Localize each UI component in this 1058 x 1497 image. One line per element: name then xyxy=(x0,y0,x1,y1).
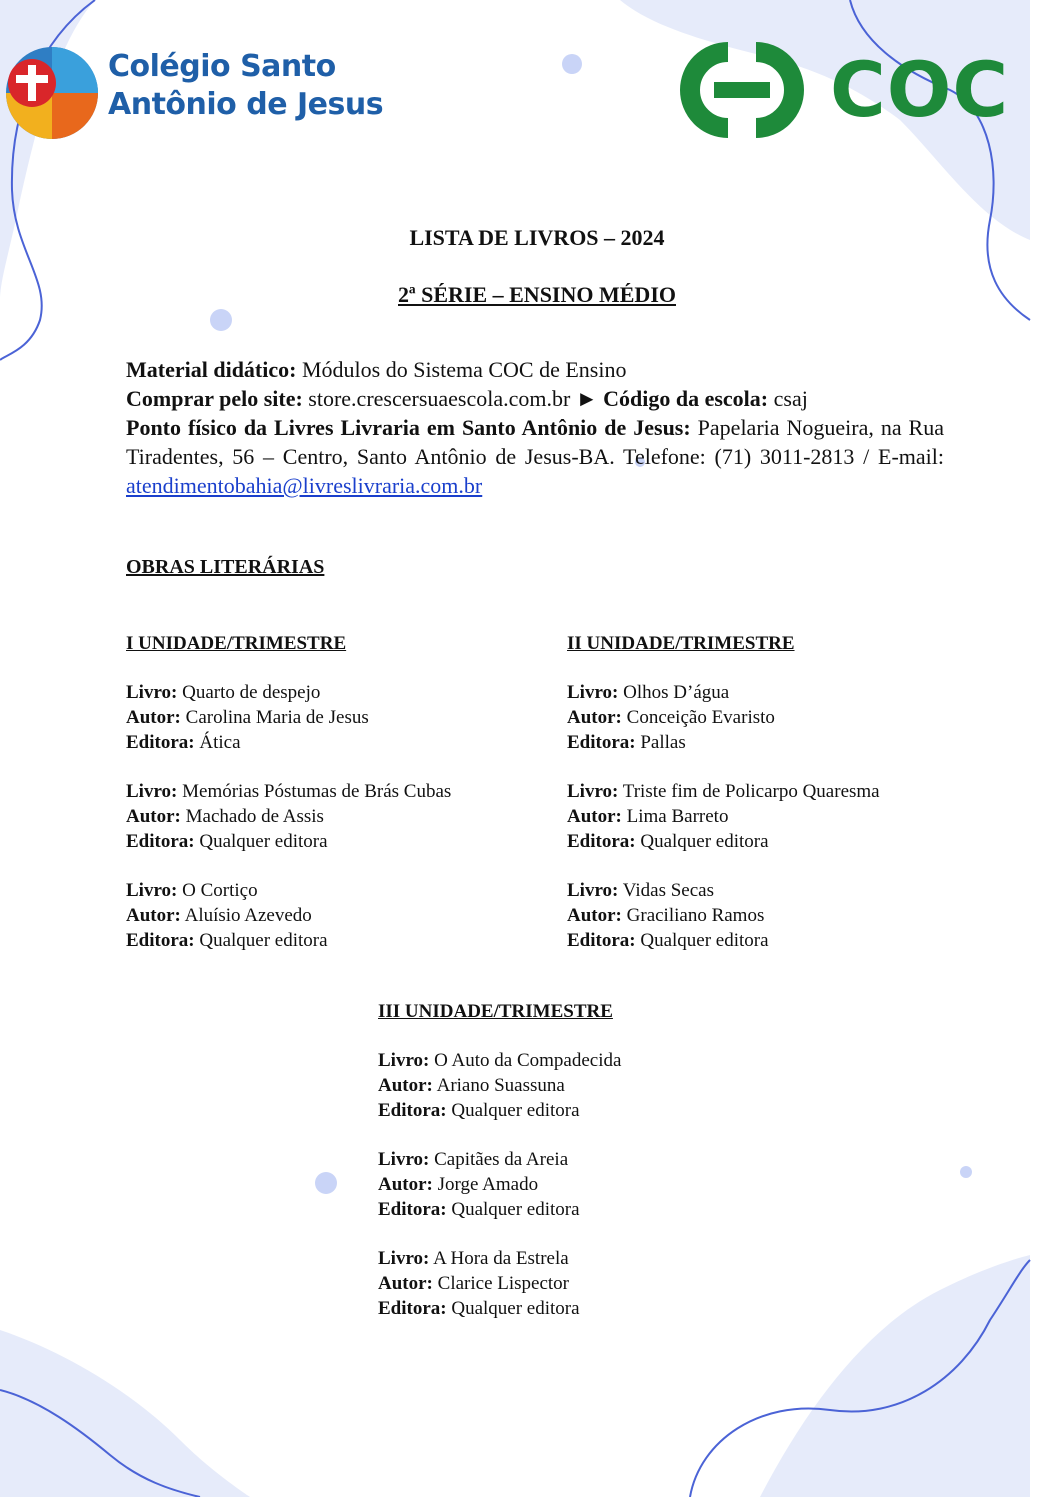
livro-label: Livro: xyxy=(567,682,619,703)
code-label: Código da escola: xyxy=(597,386,769,411)
school-name-line2: Antônio de Jesus xyxy=(108,87,384,122)
editora-label: Editora: xyxy=(378,1298,447,1319)
book-author: Machado de Assis xyxy=(185,806,324,827)
livro-label: Livro: xyxy=(126,682,178,703)
book-entry xyxy=(126,779,556,854)
unit-title: I UNIDADE/TRIMESTRE xyxy=(126,633,347,654)
page-subtitle: 2ª SÉRIE – ENSINO MÉDIO xyxy=(398,282,676,307)
book-entry xyxy=(567,680,997,755)
livro-label: Livro: xyxy=(567,880,619,901)
editora-label: Editora: xyxy=(126,831,195,852)
book-title: A Hora da Estrela xyxy=(433,1248,569,1269)
editora-label: Editora: xyxy=(126,930,195,951)
unit-1 xyxy=(126,631,556,977)
livro-label: Livro: xyxy=(378,1248,430,1269)
book-entry xyxy=(378,1147,808,1222)
book-publisher: Qualquer editora xyxy=(451,1298,580,1319)
book-author: Ariano Suassuna xyxy=(436,1075,565,1096)
book-title: Memórias Póstumas de Brás Cubas xyxy=(182,781,452,802)
book-author: Lima Barreto xyxy=(626,806,729,827)
school-logo xyxy=(2,40,442,140)
autor-label: Autor: xyxy=(567,707,622,728)
livro-label: Livro: xyxy=(378,1149,430,1170)
editora-label: Editora: xyxy=(567,732,636,753)
livro-label: Livro: xyxy=(567,781,619,802)
book-title: Quarto de despejo xyxy=(182,682,321,703)
book-entry xyxy=(126,878,556,953)
book-author: Aluísio Azevedo xyxy=(184,905,312,926)
material-value: Módulos do Sistema COC de Ensino xyxy=(296,357,627,382)
book-title: Triste fim de Policarpo Quaresma xyxy=(622,781,880,802)
editora-label: Editora: xyxy=(378,1100,447,1121)
book-author: Conceição Evaristo xyxy=(626,707,775,728)
book-publisher: Qualquer editora xyxy=(640,831,769,852)
coc-mark-icon xyxy=(668,38,816,142)
page-title: LISTA DE LIVROS – 2024 xyxy=(409,225,665,250)
book-publisher: Pallas xyxy=(640,732,686,753)
livro-label: Livro: xyxy=(126,880,178,901)
book-author: Carolina Maria de Jesus xyxy=(185,707,369,728)
book-entry xyxy=(378,1048,808,1123)
buy-value: store.crescersuaescola.com.br xyxy=(302,386,576,411)
autor-label: Autor: xyxy=(126,905,181,926)
obras-title: OBRAS LITERÁRIAS xyxy=(126,556,325,578)
buy-line xyxy=(126,384,944,413)
material-label: Material didático: xyxy=(126,357,297,382)
editora-label: Editora: xyxy=(567,831,636,852)
info-block xyxy=(126,355,944,500)
book-publisher: Qualquer editora xyxy=(199,831,328,852)
editora-label: Editora: xyxy=(378,1199,447,1220)
unit-3 xyxy=(378,999,808,1345)
book-author: Jorge Amado xyxy=(437,1174,539,1195)
book-publisher: Qualquer editora xyxy=(451,1199,580,1220)
book-publisher: Qualquer editora xyxy=(451,1100,580,1121)
school-name xyxy=(108,48,383,124)
email-link[interactable]: atendimentobahia@livreslivraria.com.br xyxy=(126,473,483,498)
book-entry xyxy=(567,779,997,854)
book-title: O Auto da Compadecida xyxy=(434,1050,622,1071)
autor-label: Autor: xyxy=(567,806,622,827)
store-value: Papelaria Nogueira, na Rua Tiradentes, 56 – Centro, Santo Antônio de Jesus-BA. Telefone: (71) 3011-2813 / E-mail: xyxy=(126,415,944,469)
book-title: O Cortiço xyxy=(182,880,258,901)
livro-label: Livro: xyxy=(126,781,178,802)
book-publisher: Ática xyxy=(199,732,241,753)
autor-label: Autor: xyxy=(378,1075,433,1096)
unit-title: II UNIDADE/TRIMESTRE xyxy=(567,633,795,654)
coc-logo xyxy=(668,38,1008,142)
autor-label: Autor: xyxy=(126,806,181,827)
material-line xyxy=(126,355,944,384)
autor-label: Autor: xyxy=(378,1174,433,1195)
store-label: Ponto físico da Livres Livraria em Santo Antônio de Jesus: xyxy=(126,415,691,440)
book-author: Clarice Lispector xyxy=(437,1273,569,1294)
unit-title: III UNIDADE/TRIMESTRE xyxy=(378,1001,613,1022)
autor-label: Autor: xyxy=(126,707,181,728)
unit-2 xyxy=(567,631,997,977)
book-entry xyxy=(126,680,556,755)
coc-wordmark: COC xyxy=(830,45,1010,134)
autor-label: Autor: xyxy=(567,905,622,926)
book-entry xyxy=(567,878,997,953)
book-publisher: Qualquer editora xyxy=(199,930,328,951)
school-emblem-icon xyxy=(2,45,102,140)
arrow-icon: ► xyxy=(575,386,598,411)
book-title: Capitães da Areia xyxy=(434,1149,569,1170)
book-author: Graciliano Ramos xyxy=(626,905,765,926)
book-title: Olhos D’água xyxy=(623,682,730,703)
editora-label: Editora: xyxy=(567,930,636,951)
editora-label: Editora: xyxy=(126,732,195,753)
book-entry xyxy=(378,1246,808,1321)
buy-label: Comprar pelo site: xyxy=(126,386,303,411)
school-name-line1: Colégio Santo xyxy=(108,49,336,84)
book-publisher: Qualquer editora xyxy=(640,930,769,951)
store-paragraph xyxy=(126,413,944,500)
livro-label: Livro: xyxy=(378,1050,430,1071)
code-value: csaj xyxy=(768,386,808,411)
book-title: Vidas Secas xyxy=(622,880,714,901)
autor-label: Autor: xyxy=(378,1273,433,1294)
